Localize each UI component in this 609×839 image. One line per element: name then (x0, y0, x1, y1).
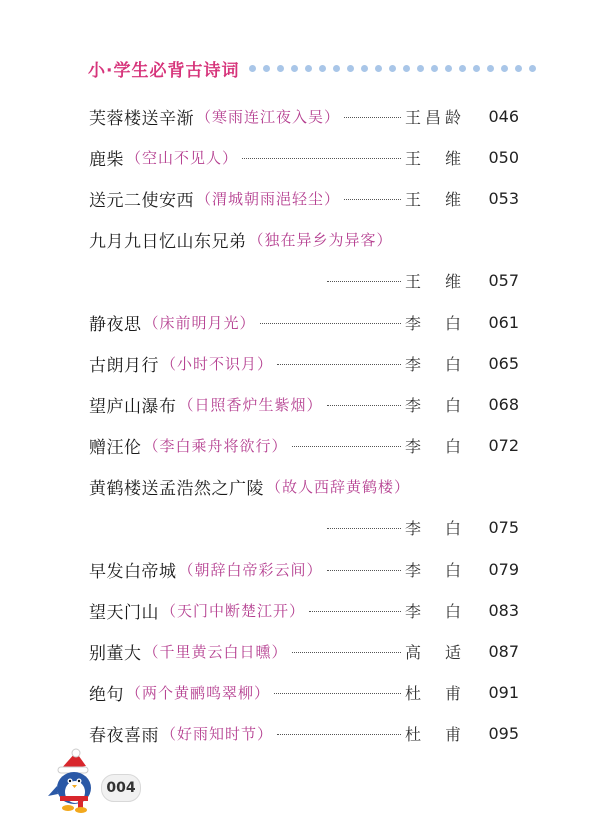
poem-title: 芙蓉楼送辛渐 (89, 108, 194, 129)
toc-entry[interactable] (89, 348, 519, 378)
poem-first-line: （渭城朝雨浥轻尘） (196, 189, 341, 208)
poem-author: 杜 甫 (405, 683, 461, 703)
page-number: 083 (488, 600, 519, 620)
toc-entry[interactable] (89, 307, 519, 337)
poem-author: 杜 甫 (405, 724, 461, 744)
poem-author: 王 维 (405, 148, 461, 168)
page-number: 091 (488, 682, 519, 702)
toc-entry[interactable] (89, 183, 519, 213)
dot-leader (344, 199, 401, 200)
poem-author: 李 白 (405, 436, 461, 456)
page-number: 065 (488, 353, 519, 373)
dot-leader (277, 364, 401, 365)
dot-leader (327, 405, 401, 406)
page-number: 087 (488, 641, 519, 661)
poem-first-line: （床前明月光） (143, 313, 256, 332)
dot-leader (327, 281, 401, 282)
toc-entry-continuation[interactable] (89, 512, 519, 542)
poem-first-line: （独在异乡为异客） (248, 230, 393, 249)
poem-author: 李 白 (405, 313, 461, 333)
poem-title: 望天门山 (89, 602, 159, 623)
toc-entry-continuation[interactable] (89, 265, 519, 295)
toc-entry[interactable] (89, 142, 519, 172)
toc-entry-title-line[interactable] (89, 224, 519, 254)
poem-title: 送元二使安西 (89, 190, 194, 211)
page-number: 053 (488, 188, 519, 208)
dot-leader (274, 693, 401, 694)
poem-first-line: （小时不识月） (161, 354, 274, 373)
toc-entry[interactable] (89, 595, 519, 625)
poem-author: 王 维 (405, 189, 461, 209)
toc-entry[interactable] (89, 636, 519, 666)
page-number: 046 (488, 106, 519, 126)
page-number: 072 (488, 435, 519, 455)
poem-first-line: （空山不见人） (126, 148, 239, 167)
toc-entry[interactable] (89, 554, 519, 584)
poem-author: 王 维 (405, 271, 461, 291)
poem-first-line: （李白乘舟将欲行） (143, 436, 288, 455)
page-number: 095 (488, 723, 519, 743)
toc-entry[interactable] (89, 389, 519, 419)
dot-leader (309, 611, 401, 612)
dot-leader (242, 158, 401, 159)
dot-leader (327, 570, 401, 571)
dot-leader (260, 323, 401, 324)
poem-author: 王 昌 龄 (405, 107, 461, 127)
poem-title: 早发白帝城 (89, 561, 177, 582)
poem-title: 春夜喜雨 (89, 725, 159, 746)
poem-author: 高 适 (405, 642, 461, 662)
page-number: 061 (488, 312, 519, 332)
page-number: 075 (488, 517, 519, 537)
poem-first-line: （朝辞白帝彩云间） (178, 560, 323, 579)
toc-entry[interactable] (89, 677, 519, 707)
poem-author: 李 白 (405, 395, 461, 415)
toc-entry[interactable] (89, 718, 519, 748)
toc-entry[interactable] (89, 101, 519, 131)
poem-author: 李 白 (405, 354, 461, 374)
page-footer (46, 748, 146, 818)
page-number: 057 (488, 270, 519, 290)
page-number: 050 (488, 147, 519, 167)
poem-title: 鹿柴 (89, 149, 124, 170)
poem-first-line: （故人西辞黄鹤楼） (266, 477, 411, 496)
poem-title: 绝句 (89, 684, 124, 705)
poem-title: 静夜思 (89, 314, 142, 335)
toc-entry[interactable] (89, 430, 519, 460)
poem-first-line: （寒雨连江夜入吴） (196, 107, 341, 126)
page-number: 079 (488, 559, 519, 579)
penguin-mascot-icon (46, 748, 106, 818)
poem-author: 李 白 (405, 518, 461, 538)
poem-title: 赠汪伦 (89, 437, 142, 458)
poem-first-line: （好雨知时节） (161, 724, 274, 743)
poem-first-line: （天门中断楚江开） (161, 601, 306, 620)
dot-leader (292, 446, 401, 447)
poem-author: 李 白 (405, 560, 461, 580)
dot-leader (277, 734, 401, 735)
dot-leader (344, 117, 401, 118)
poem-title: 望庐山瀑布 (89, 396, 177, 417)
dot-leader (327, 528, 401, 529)
dot-leader (292, 652, 401, 653)
page-number: 068 (488, 394, 519, 414)
footer-page-number: 004 (101, 774, 141, 802)
poem-title: 黄鹤楼送孟浩然之广陵 (89, 478, 264, 499)
poem-title: 别董大 (89, 643, 142, 664)
poem-title: 九月九日忆山东兄弟 (89, 231, 247, 252)
poem-author: 李 白 (405, 601, 461, 621)
poem-first-line: （千里黄云白日曛） (143, 642, 288, 661)
toc-entry-title-line[interactable] (89, 471, 519, 501)
poem-first-line: （日照香炉生紫烟） (178, 395, 323, 414)
book-title: 小·学生必背古诗词 (88, 60, 240, 81)
poem-first-line: （两个黄鹂鸣翠柳） (126, 683, 271, 702)
poem-title: 古朗月行 (89, 355, 159, 376)
